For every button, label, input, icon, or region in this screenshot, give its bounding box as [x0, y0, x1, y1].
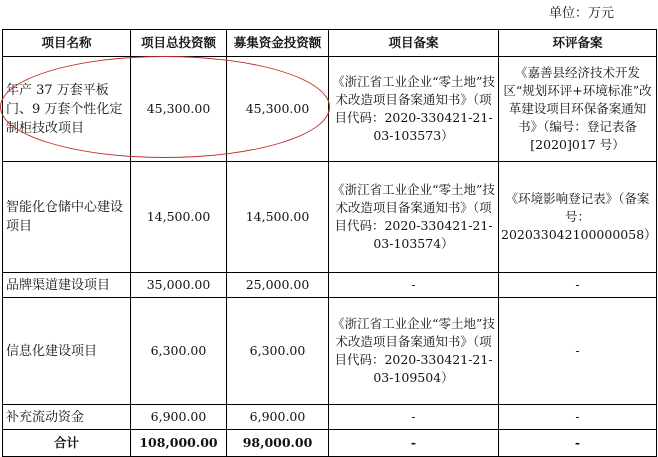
table-row [3, 298, 657, 405]
raised-investment: 6,300.00 [227, 298, 329, 405]
raised-investment: 6,900.00 [227, 405, 329, 430]
unit-label: 单位：万元 [548, 6, 614, 21]
project-filing: 《浙江省工业企业“零土地”技术改造项目备案通知书》（项目代码：2020-330421-21-03-103573） [329, 57, 499, 162]
header-project-filing: 项目备案 [329, 30, 499, 57]
total-filing: - [329, 430, 499, 457]
table-row [3, 273, 657, 298]
investment-table [2, 29, 657, 457]
project-name: 信息化建设项目 [3, 298, 131, 405]
total-investment: 6,900.00 [131, 405, 227, 430]
header-raised-investment: 募集资金投资额 [227, 30, 329, 57]
project-name: 补充流动资金 [3, 405, 131, 430]
raised-investment: 45,300.00 [227, 57, 329, 162]
project-filing: - [329, 405, 499, 430]
table-row [3, 57, 657, 162]
eia-filing: - [499, 273, 657, 298]
total-row [3, 430, 657, 457]
header-total-investment: 项目总投资额 [131, 30, 227, 57]
project-name: 智能化仓储中心建设项目 [3, 162, 131, 273]
eia-filing: 《环境影响登记表》（备案号：202033042100000058） [499, 162, 657, 273]
eia-filing: 《嘉善县经济技术开发区“规划环评+环境标准”改革建设项目环保备案通知书》（编号：登记表备[2020]017 号） [499, 57, 657, 162]
total-investment: 35,000.00 [131, 273, 227, 298]
total-label: 合计 [3, 430, 131, 457]
table-row [3, 405, 657, 430]
total-investment: 14,500.00 [131, 162, 227, 273]
table-header-row [3, 30, 657, 57]
project-filing: - [329, 273, 499, 298]
raised-investment: 25,000.00 [227, 273, 329, 298]
table-row [3, 162, 657, 273]
total-investment: 6,300.00 [131, 298, 227, 405]
header-project-name: 项目名称 [3, 30, 131, 57]
project-name: 年产 37 万套平板门、9 万套个性化定制柜技改项目 [3, 57, 131, 162]
total-eia: - [499, 430, 657, 457]
raised-investment: 14,500.00 [227, 162, 329, 273]
eia-filing: - [499, 405, 657, 430]
project-filing: 《浙江省工业企业“零土地”技术改造项目备案通知书》（项目代码：2020-330421-21-03-103574） [329, 162, 499, 273]
project-name: 品牌渠道建设项目 [3, 273, 131, 298]
header-eia-filing: 环评备案 [499, 30, 657, 57]
project-filing: 《浙江省工业企业“零土地”技术改造项目备案通知书》（项目代码：2020-330421-21-03-109504） [329, 298, 499, 405]
raised-investment-sum: 98,000.00 [227, 430, 329, 457]
total-investment: 45,300.00 [131, 57, 227, 162]
eia-filing: - [499, 298, 657, 405]
total-investment-sum: 108,000.00 [131, 430, 227, 457]
